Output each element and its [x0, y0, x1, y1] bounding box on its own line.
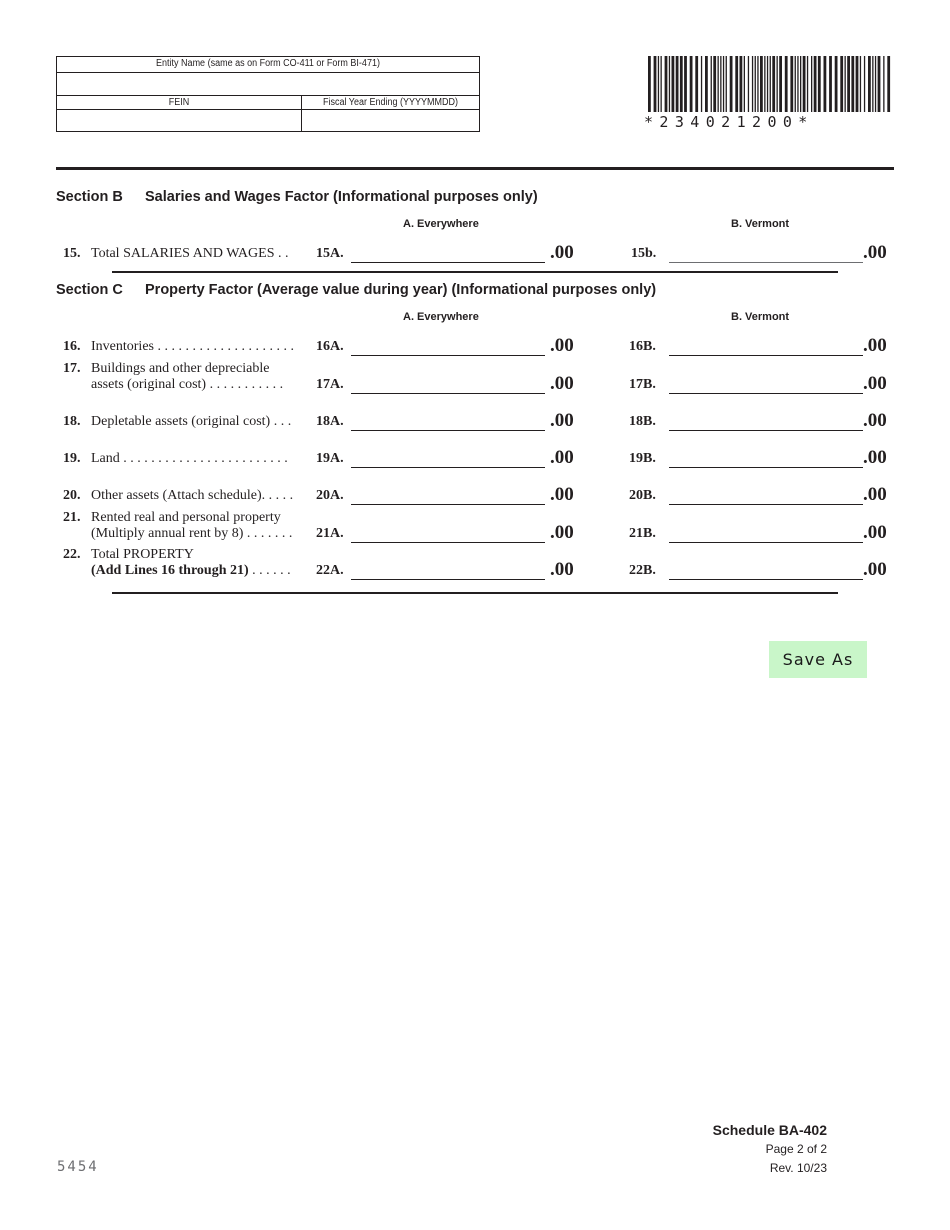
- barcode-bar: [661, 56, 662, 112]
- line-description-1: Total PROPERTY: [91, 547, 194, 562]
- line-17: [0, 360, 950, 400]
- line-21a-input[interactable]: [351, 525, 545, 543]
- line-number: 15.: [63, 246, 81, 261]
- schedule-title: Schedule BA-402: [712, 1122, 827, 1138]
- line-description: Depletable assets (original cost) . . .: [91, 414, 292, 429]
- barcode-bar: [730, 56, 733, 112]
- col-a-heading: A. Everywhere: [403, 218, 479, 230]
- barcode-bar: [797, 56, 798, 112]
- line-label-a: 17A.: [316, 377, 344, 392]
- line-description: Inventories . . . . . . . . . . . . . . . . . . . .: [91, 339, 294, 354]
- barcode-bar: [676, 56, 679, 112]
- section-divider: [112, 592, 838, 594]
- section-c-heading: Property Factor (Average value during year) (Informational purposes only): [145, 282, 657, 298]
- line-number: 19.: [63, 451, 81, 466]
- barcode-text: *234021200*: [644, 113, 814, 131]
- line-label-b: 21B.: [629, 526, 656, 541]
- line-number: 20.: [63, 488, 81, 503]
- barcode-bar: [757, 56, 758, 112]
- barcode-bar: [752, 56, 753, 112]
- line-description: Land . . . . . . . . . . . . . . . . . . . . . . . .: [91, 451, 288, 466]
- line-15a-input[interactable]: [351, 245, 545, 263]
- cents-label: .00: [863, 447, 887, 468]
- barcode-bar: [868, 56, 871, 112]
- line-label-b: 15b.: [631, 246, 657, 261]
- line-label-a: 15A.: [316, 246, 344, 261]
- entity-name-label: Entity Name (same as on Form CO-411 or Form BI-471): [156, 58, 380, 69]
- barcode-bar: [740, 56, 743, 112]
- barcode-bar: [711, 56, 712, 112]
- barcode-bar: [872, 56, 873, 112]
- line-label-a: 16A.: [316, 339, 344, 354]
- line-number: 22.: [63, 547, 81, 562]
- barcode-bar: [800, 56, 801, 112]
- section-c-title: [56, 282, 656, 298]
- barcode-bar: [883, 56, 884, 112]
- cents-label: .00: [550, 447, 574, 468]
- cents-label: .00: [863, 410, 887, 431]
- barcode-bar: [654, 56, 657, 112]
- line-label-a: 18A.: [316, 414, 344, 429]
- cents-label: .00: [863, 484, 887, 505]
- line-label-a: 19A.: [316, 451, 344, 466]
- barcode-bar: [672, 56, 675, 112]
- line-label-a: 20A.: [316, 488, 344, 503]
- barcode-bar: [814, 56, 817, 112]
- line-19: [0, 444, 950, 484]
- line-description-1: Buildings and other depreciable: [91, 361, 270, 376]
- barcode-bar: [795, 56, 796, 112]
- barcode-bar: [856, 56, 859, 112]
- line-number: 17.: [63, 361, 81, 376]
- barcode-bar: [680, 56, 683, 112]
- col-a-heading: A. Everywhere: [403, 311, 479, 323]
- line-17b-input[interactable]: [669, 376, 863, 394]
- barcode-bar: [847, 56, 850, 112]
- barcode-bar: [658, 56, 659, 112]
- cents-label: .00: [550, 559, 574, 580]
- line-21: [0, 509, 950, 549]
- barcode-bar: [845, 56, 846, 112]
- line-18a-input[interactable]: [351, 413, 545, 431]
- barcode-bar: [864, 56, 865, 112]
- section-b-label: Section B: [56, 189, 123, 205]
- barcode-bar: [744, 56, 745, 112]
- fein-label: FEIN: [168, 97, 190, 108]
- barcode-bar: [785, 56, 788, 112]
- barcode-bar: [811, 56, 812, 112]
- barcode: [648, 56, 892, 112]
- barcode-bar: [735, 56, 738, 112]
- line-22a-input[interactable]: [351, 562, 545, 580]
- barcode-bar: [860, 56, 861, 112]
- barcode-bar: [718, 56, 719, 112]
- barcode-bar: [824, 56, 827, 112]
- line-label-b: 18B.: [629, 414, 656, 429]
- line-description-1: Rented real and personal property: [91, 510, 281, 525]
- barcode-bar: [887, 56, 890, 112]
- line-22: [0, 546, 950, 586]
- section-c-label: Section C: [56, 282, 123, 298]
- barcode-bar: [665, 56, 668, 112]
- barcode-bar: [777, 56, 778, 112]
- barcode-bar: [803, 56, 806, 112]
- barcode-bar: [701, 56, 702, 112]
- line-description-2: assets (original cost) . . . . . . . . . . .: [91, 377, 284, 392]
- section-divider: [112, 271, 838, 273]
- line-16b-input[interactable]: [669, 338, 863, 356]
- revision-date: Rev. 10/23: [769, 1161, 827, 1175]
- barcode-bar: [875, 56, 876, 112]
- barcode-bar: [726, 56, 727, 112]
- section-b-title: [56, 189, 538, 205]
- barcode-bar: [840, 56, 843, 112]
- barcode-bar: [764, 56, 765, 112]
- line-label-a: 21A.: [316, 526, 344, 541]
- line-21b-input[interactable]: [669, 525, 863, 543]
- cents-label: .00: [550, 373, 574, 394]
- section-b-heading: Salaries and Wages Factor (Informational purposes only): [145, 189, 538, 205]
- line-20a-input[interactable]: [351, 487, 545, 505]
- line-19b-input[interactable]: [669, 450, 863, 468]
- line-17a-input[interactable]: [351, 376, 545, 394]
- barcode-bar: [829, 56, 832, 112]
- barcode-bar: [695, 56, 698, 112]
- cents-label: .00: [863, 242, 887, 263]
- barcode-bar: [713, 56, 716, 112]
- line-number: 18.: [63, 414, 81, 429]
- barcode-bar: [684, 56, 687, 112]
- line-number: 16.: [63, 339, 81, 354]
- barcode-bar: [835, 56, 838, 112]
- barcode-bar: [690, 56, 693, 112]
- barcode-bar: [720, 56, 721, 112]
- barcode-bar: [878, 56, 881, 112]
- line-15b-input[interactable]: [669, 245, 863, 263]
- cents-label: .00: [550, 242, 574, 263]
- line-label-b: 16B.: [629, 339, 656, 354]
- line-label-b: 22B.: [629, 563, 656, 578]
- fiscal-year-label: Fiscal Year Ending (YYYYMMDD): [322, 97, 459, 108]
- cents-label: .00: [863, 522, 887, 543]
- entity-info-box: [56, 56, 480, 132]
- barcode-bar: [779, 56, 782, 112]
- fein-input[interactable]: [57, 110, 301, 131]
- line-19a-input[interactable]: [351, 450, 545, 468]
- line-18b-input[interactable]: [669, 413, 863, 431]
- barcode-bar: [790, 56, 793, 112]
- line-label-b: 19B.: [629, 451, 656, 466]
- barcode-bar: [705, 56, 708, 112]
- barcode-bar: [770, 56, 771, 112]
- save-as-button[interactable]: Save As: [769, 641, 867, 678]
- section-divider: [56, 167, 894, 170]
- barcode-bar: [772, 56, 775, 112]
- col-b-heading: B. Vermont: [731, 218, 790, 230]
- barcode-bar: [807, 56, 808, 112]
- barcode-bar: [648, 56, 651, 112]
- cents-label: .00: [863, 559, 887, 580]
- barcode-bar: [723, 56, 724, 112]
- cents-label: .00: [863, 373, 887, 394]
- line-label-b: 20B.: [629, 488, 656, 503]
- line-20b-input[interactable]: [669, 487, 863, 505]
- line-description: Other assets (Attach schedule). . . . .: [91, 488, 294, 503]
- barcode-bar: [748, 56, 749, 112]
- line-label-a: 22A.: [316, 563, 344, 578]
- cents-label: .00: [863, 335, 887, 356]
- line-22b-input[interactable]: [669, 562, 863, 580]
- line-label-b: 17B.: [629, 377, 656, 392]
- barcode-bar: [767, 56, 768, 112]
- fiscal-year-input[interactable]: [302, 110, 479, 131]
- form-number: 5454: [57, 1159, 99, 1175]
- barcode-bar: [851, 56, 854, 112]
- barcode-bar: [755, 56, 756, 112]
- barcode-bar: [669, 56, 670, 112]
- cents-label: .00: [550, 484, 574, 505]
- page-number: Page 2 of 2: [765, 1142, 827, 1156]
- cents-label: .00: [550, 410, 574, 431]
- line-16a-input[interactable]: [351, 338, 545, 356]
- entity-name-input[interactable]: [57, 73, 479, 95]
- line-description-2: (Add Lines 16 through 21) . . . . . .: [91, 563, 291, 578]
- cents-label: .00: [550, 522, 574, 543]
- line-18: [0, 407, 950, 447]
- line-description: Total SALARIES AND WAGES . .: [91, 246, 289, 261]
- barcode-bar: [760, 56, 763, 112]
- line-number: 21.: [63, 510, 81, 525]
- cents-label: .00: [550, 335, 574, 356]
- barcode-bar: [818, 56, 821, 112]
- line-description-2: (Multiply annual rent by 8) . . . . . . .: [91, 526, 293, 541]
- col-b-heading: B. Vermont: [731, 311, 790, 323]
